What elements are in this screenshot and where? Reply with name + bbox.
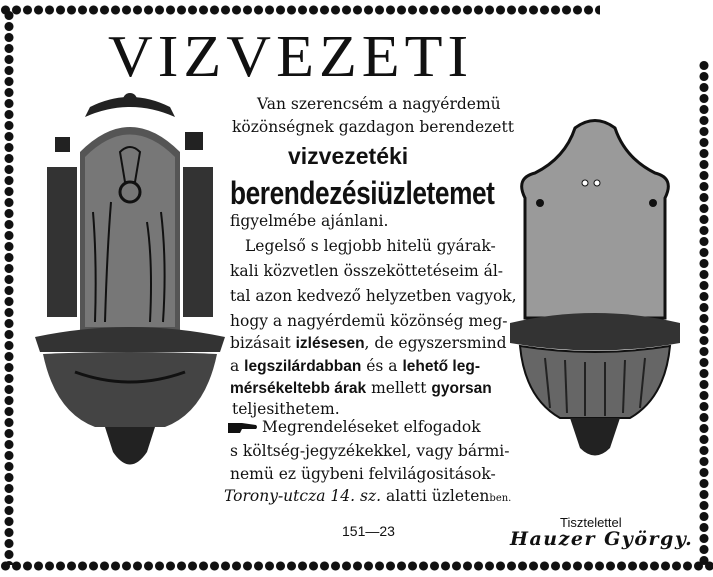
plain-fountain-illustration [505,118,685,463]
address-line [224,489,511,505]
order-line-1: Megrendeléseket elfogadok [262,418,481,436]
reference-number: 151—23 [342,523,395,539]
pointing-hand-icon [228,420,258,434]
order-line-2: s költség-jegyzékekkel, vagy bármi- [230,442,510,460]
right-border [698,60,710,565]
top-border [0,4,600,16]
highlight-berendezesi: berendezésiüzletemet [230,175,495,211]
text-mersekeltebb-arak: mérsékeltebb árak [230,380,367,397]
address-suffix: ben. [489,493,512,504]
signature: Hauzer György. [510,528,694,550]
address-street: Torony-utcza 14. sz. [224,487,382,505]
body-line-2: kali közvetlen összeköttetéseim ál- [230,262,504,280]
body-line-7 [230,381,492,397]
intro-line-1: Van szerencsém a nagyérdemü [257,95,501,113]
text-izlesesen: izlésesen [295,335,365,352]
text-legszilardabban: legszilárdabban [244,358,362,375]
body-line-1: Legelső s legjobb hitelü gyárak- [245,237,496,255]
text-a: a [230,357,245,375]
ornate-fountain-illustration [35,92,225,477]
text-bizasait: bizásait [230,334,296,352]
body-line-6 [230,359,480,375]
text-es-a: és a [361,357,403,375]
text-leheto-leg: lehető leg- [402,358,480,375]
ad-title: VIZVEZETI [108,24,474,90]
body-line-8: teljesithetem. [232,400,340,418]
address-text: alatti üzleten [381,487,490,505]
order-line-3: nemü ez ügybeni felvilágositások- [230,465,496,483]
text-mellett: mellett [366,379,432,397]
text-gyorsan: gyorsan [431,380,492,397]
greeting: Tisztelettel [560,515,622,530]
body-line-3: tal azon kedvező helyzetben vagyok, [230,287,517,305]
text-de-egyszersmind: , de egyszersmind [364,334,507,352]
left-border [3,10,15,565]
highlight-vizvezeteki: vizvezetéki [288,143,409,169]
bottom-border [0,560,713,572]
body-line-4: hogy a nagyérdemü közönség meg- [230,312,508,330]
line-figyelmebe: figyelmébe ajánlani. [230,212,389,230]
body-line-5 [230,336,507,352]
intro-line-2: közönségnek gazdagon berendezett [232,118,514,136]
